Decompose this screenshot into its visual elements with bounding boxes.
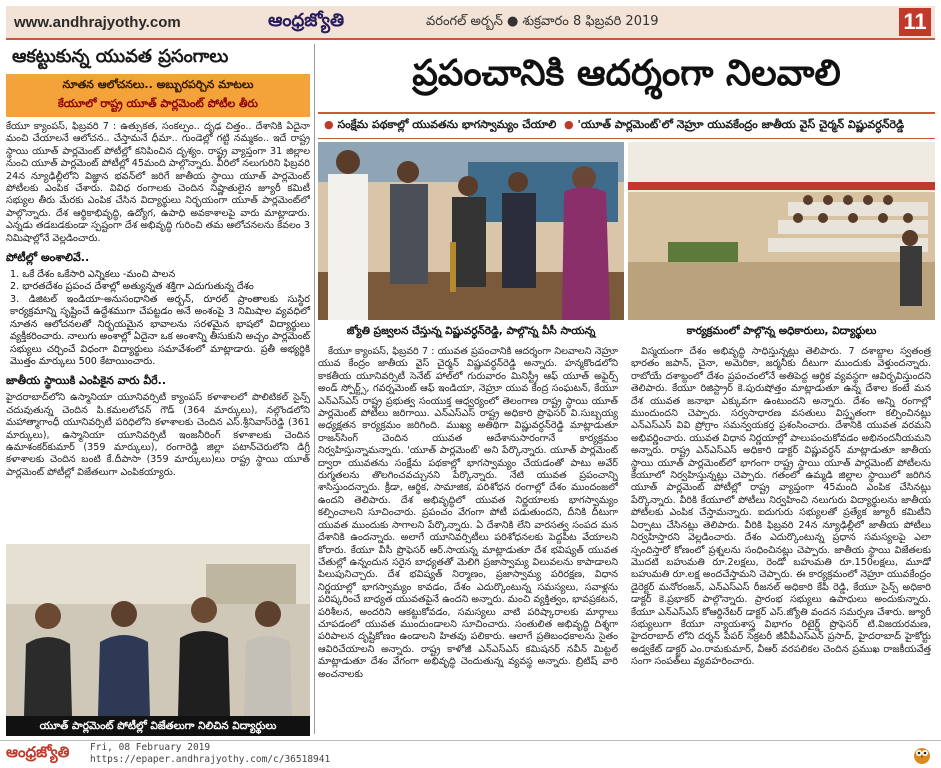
- oil-lamp: [450, 242, 456, 292]
- column-divider: [314, 44, 315, 734]
- left-intro-paragraph: కేయూ క్యాంపస్, ఫిబ్రవరి 7 : ఉత్సుకత, సంకల్పం.. దృఢ చిత్తం.. దేశానికి ఏదైనా మంచి చేయాలనే ఆలోచన.. చేస్తామనే ధీమా.. గుండెల్లో గట్టి నమ్మకం.. ఇదే రాష్ట్ర స్థాయి యూత్ పార్లమెంట్ పోటీల్లో కనిపించిన దృశ్యం. రాష్ట్ర వ్యాప్తంగా 31 జిల్లాల నుంచి యూత్ పార్లమెంట్ పోటీల్లో 45మంది పాల్గొన్నారు. వీరిలో నలుగురిని ఫిబ్రవరి 24న న్యూఢిల్లీలోని విజ్ఞాన భవన్‌లో జరిగే జాతీయ స్థాయి యూత్ పార్లమెంట్ పోటీలకు ఎంపిక చేశారు. వివిధ రంగాలకు చెందిన నిష్ణాతులైన జ్యూరీ కమిటీ సభ్యుల తీరు మేరకు ఎంపిక చేసిన విద్యార్థులు నిర్భయంగా యూత్ పార్లమెంట్‌లో పాల్గొన్నారు. దేశ ఆర్థికాభివృద్ధి, ఉద్యోగ, ఉపాధి అవకాశాలపై వారు మాట్లాడారు. ఎన్నడు తడబడకుండా స్పష్టంగా దేశ అభివృద్ధి గురించి తమ ఆలోచనలను కేవలం 3 నిమిషాల్లోనే వెల్లడించారు.: [6, 121, 310, 244]
- subheadline-1: సంక్షేమ పథకాల్లో యువతను భాగస్వామ్యం చేయాలి: [337, 118, 557, 131]
- bullet-icon: ●: [564, 118, 574, 131]
- footer-url[interactable]: https://epaper.andhrajyothy.com/c/36518941: [90, 754, 331, 765]
- page-footer: [0, 740, 941, 768]
- left-headline: ఆకట్టుకున్న యువత ప్రసంగాలు: [12, 46, 229, 67]
- topics-heading: పోటీల్లో అంశాలివే..: [6, 251, 90, 265]
- topic-item: 2. భారతదేశం ప్రపంచ దేశాల్లో అత్యున్నత శక్తిగా ఎదుగుతున్న దేశం: [10, 281, 254, 293]
- main-headline: ప్రపంచానికి ఆదర్శంగా నిలవాలి: [412, 53, 841, 94]
- main-body-column-2: [631, 346, 931, 734]
- masthead: [6, 6, 935, 40]
- plant: [668, 242, 738, 262]
- kicker-line-2: కేయూలో రాష్ట్ర యూత్ పార్లమెంట్ పోటీల తీరు: [57, 97, 258, 110]
- winners-photo-caption: యూత్ పార్లమెంట్ పోటీల్లో విజేతలుగా నిలిచిన విద్యార్థులు: [6, 716, 310, 736]
- subheadline-bar: [318, 112, 935, 139]
- bullet-icon: ●: [324, 118, 334, 131]
- topic-item: 3. డిజిటల్ ఇండియా-అనుసంధానిత అర్బన్, రూరల్ ప్రాంతాలకు సుస్థిర కార్యక్రమాన్ని సృష్టించే ఉద్దేశముగా చేపట్టడం అనే అంశంపై 3 నిమిషాల వ్యవధిలో నూతన ఆలోచనలతో నిర్భయమైన భావాలను సరళమైన భాషలో విద్యార్థులు వ్యక్తీకరించారు. నాలుగు అంశాల్లో ఏదైనా ఒక అంశాన్ని తీసుకుని అచ్చం పార్లమెంట్ సభ్యులు చర్చించే విధంగా విద్యార్థులు సమావేశంలో మాట్లాడారు. ప్రతీ అభ్యర్థికి మొత్తం మార్కులు 500 కేటాయించారు.: [10, 293, 310, 367]
- main-body-column-1: [318, 346, 618, 734]
- article-paragraph: కేయూ క్యాంపస్, ఫిబ్రవరి 7 : యువత ప్రపంచానికి ఆదర్శంగా నిలవాలని నెహ్రూ యువ కేంద్రం జాతీయ వైస్ చైర్మన్ విష్ణువర్ధన్‌రెడ్డి అన్నారు. హన్మకొండలోని కాకతీయ యూనివర్సిటీ సెనేట్ హాల్‌లో గురువారం మినిస్ట్రీ ఆఫ్ యూత్ అఫైర్స్ అండ్ స్పోర్ట్స్, గవర్నమెంట్ ఆఫ్ ఇండియా, నెహ్రూ యువ కేంద్ర సంఘటన్, కేయూ ఎన్‌ఎస్‌ఎస్ రాష్ట్ర ప్రభుత్వ సంయుక్త ఆధ్వర్యంలో తెలంగాణ రాష్ట్ర స్థాయి యూత్ పార్లమెంట్ పోటీలు జరిగాయి. ఎన్‌ఎస్‌ఎస్ రాష్ట్ర అధికారి ప్రొఫెసర్ వి.సుబ్బయ్య అధ్యక్షతన కార్యక్రమం జరిగింది. ముఖ్య అతిథిగా విష్ణువర్ధన్‌రెడ్డి మాట్లాడుతూ రాజన్‌సింగ్ చెందిన యువత ఆదేశానుసారంగానే కార్యక్రమం నిర్వహిస్తున్నామన్నారు. 'యూత్ పార్లమెంట్' అని పేర్కొన్నారు. యూత్ పార్లమెంట్ ద్వారా యువతను సంక్షేమ పథకాల్లో భాగస్వామ్యం చేయడంతో పాటు అవేర్ రుగ్మతలను తొలగించవచ్చునని పేర్కొన్నారు. నేటి యువత ప్రపంచాన్ని శాసిస్తుందన్నారు. క్రీడా, ఆర్థిక, సామాజిక, పరిశోధన రంగాల్లో దేశం ముందంజలో ఉందని తెలిపారు. దేశ అభివృద్ధిలో యువత నిర్ణయాలకు భాగస్వామ్యం కల్పించాలని సూచించారు. ప్రపంచం వేగంగా పోటీ పడుతుందని, దీనికి దీటుగా యువత ముందుకు సాగాలని పేర్కొన్నారు. ఏ దేశానికి లేని వారసత్వ సంపద మన దేశానికి ఉందన్నారు. అలాగే యూనివర్సిటీలు పరిశోధనలకు పెద్దపీట వేయాలని కోరారు. కేయూ వీసీ ప్రొఫెసర్ ఆర్.సాయన్న మాట్లాడుతూ దేశ భవిష్యత్ యువత చేతుల్లో ఉన్నందున సరైన బాధ్యతతో మెలిగి ప్రజాస్వామ్య విలువలను కాపాడాలని పిలుపునిచ్చారు. దేశ భవిష్యత్ నిర్మాణం, ప్రజాస్వామ్య పరిరక్షణ, విధాన నిర్ణయాల్లో భాగస్వామ్యం కావడం, దేశం ఎదుర్కొంటున్న సమస్యలు, సవాళ్లను పరిష్కరించే బాధ్యత యువతపైనే ఉందని అన్నారు. మంచి వ్యక్తిత్వం, భావప్రకటన, పరిశీలన, అందరిని ఆకట్టుకోవడం, సమస్యలు వాటి పరిష్కారాలకు మార్గాలు చూపడంలో యువత ముందుండాలని సూచించారు. సంతులిత అభివృద్ధి దిశ్శగా పరిపాలన దృష్టికోణం ఉండాలని హితవు పలికారు. ఆలాగే ప్రతిబంధకాలను సైతం ఆవిరిచేయాలని అన్నారు. రాష్ట్ర కాళోజీ ఎన్‌ఎస్‌ఎస్ కమిషనర్ నవీన్ మిట్టల్ మాట్లాడుతూ దేశం వేగంగా అభివృద్ధి చెందుతున్న వ్యవస్థ అన్నారు. బ్రిటిష్ వారి అంచనాలకు: [318, 346, 618, 680]
- audience-rows: [768, 202, 928, 252]
- audience-image: [628, 142, 935, 320]
- kicker-box: [6, 74, 310, 117]
- main-story: [318, 44, 935, 734]
- audience-photo-caption: కార్యక్రమంలో పాల్గొన్న అధికారులు, విద్యార్థులు: [686, 325, 877, 337]
- article-paragraph: విస్మయంగా దేశం అభివృద్ధి సాధిస్తున్నట్లు తెలిపారు. 7 దశాబ్దాల స్వతంత్ర భారతం జపాన్, చైనా, అమెరికా, జర్మనీకు దీటుగా ముందుకు వెళ్తుందన్నారు. రాబోయే దశాబ్దంలో దేశం ప్రపంచంలోనే అతిపెద్ద ఆర్థిక వ్యవస్థగా ఆవిర్భవిస్తుందని తెలిపారు. కేయూ రిజిస్ట్రార్ కె.పురుషోత్తం మాట్లాడుతూ ఉన్న దేశాల కంటే మన దేశ యువత జనాభా ఎక్కువగా ఉంటుందని అన్నారు. దేశం అన్ని రంగాల్లో ముందుందని చెప్పారు. సర్వసాధారణ వసతులు విస్తృతంగా కల్పించినట్లు ఎన్‌ఎస్‌ఎస్ వివి ప్రోగ్రాం సమన్వయకర్త ప్రశంసించారు. దేశానికి యువత వరమని అభివర్ణించారు. యువత విధాన నిర్ణయాల్లో పాలుపంచుకోవడం అభినందనీయమని అన్నారు. రాష్ట్ర ఎన్‌ఎస్‌ఎస్ అధికారి డాక్టర్ విష్ణువర్ధన్ మాట్లాడుతూ జాతీయ స్థాయి యూత్ పార్లమెంట్‌లో భాగంగా రాష్ట్ర స్థాయి యూత్ పార్లమెంట్ పోటీలను కేయూలో నిర్వహిస్తున్నట్లు చెప్పారు. గతంలో ఉమ్మడి జిల్లాల స్థాయిలో జరిగిన యూత్ పార్లమెంట్ పోటీల్లో రాష్ట్ర వ్యాప్తంగా 45మంది ఎంపిక చేసినట్లు పేర్కొన్నారు. వీరికి కేయూలో పోటీలు నిర్వహించి నలుగురు విద్యార్థులను జాతీయ పోటీలకు ఎంపిక చేస్తామన్నారు. ఐదుగురు సభ్యులతో ప్రత్యేక జ్యూరీ కమిటీని ఏర్పాటు చేసినట్లు తెలిపారు. వీరికి ఫిబ్రవరి 24న న్యూఢిల్లీలో జాతీయ పోటీలు నిర్వహిస్తారని వెల్లడించారు. దేశం ఎదుర్కొంటున్న ప్రధాన సమస్యలపై ఎలా స్పందిస్తారో కోణంలో ప్రశ్నలను సంధించినట్లు చెప్పారు. జాతీయ స్థాయి విజేతలకు మొదటి బహుమతి రూ.2లక్షలు, రెండో బహుమతి రూ.150లక్షలు, మూడో బహుమతి రూ.లక్ష అందచేస్తామని చెప్పారు. ఈ కార్యక్రమంలో నెహ్రూ యువకేంద్రం డైరెక్టర్ మనోరంజన్, ఎన్‌ఎస్‌ఎస్ రీజనల్ అధికారి కేపీ రెడ్డి, కేయూ సైన్స్ అధికారి డాక్టర్ కె.ప్రభాకర్ పాల్గొన్నారు. ప్రారంభ సభ్యులు ఉపాధులు అందుకున్నారు. కేయూ ఎన్‌ఎస్‌ఎస్ కోఆర్డినేటర్ డాక్టర్ ఎస్.జ్యోతి వందన సమర్పణ చేశారు. జ్యూరీ సభ్యులుగా కేయూ న్యాయశాస్త్ర విభాగం రిటైర్డ్ ప్రొఫెసర్ టి.విజయరమణ, హైదరాబాద్ లోని దర్శన్ పేపర్ సెక్రటరీ జీవీపీఎస్‌ఎన్ ప్రసాద్, హైదరాబాద్ హైకోర్టు అడ్వకేట్ డాక్టర్ ఎం.రామకుమార్, వీఆర్ వరపలికల చెందిన ప్రముఖ రాజకీయవేత్త సంగా సంపత్‌లు వ్యవహరించారు.: [631, 346, 931, 668]
- subheadline-2: 'యూత్ పార్లమెంట్'లో నెహ్రూ యువకేంద్రం జాతీయ వైస్ చైర్మన్ విష్ణువర్ధన్‌రెడ్డి: [577, 118, 905, 131]
- main-body: [318, 346, 935, 734]
- winners-photo-image: [6, 544, 310, 716]
- masthead-url[interactable]: www.andhrajyothy.com: [14, 14, 181, 31]
- winners-heading: జాతీయ స్థాయికి ఎంపికైన వారు వీరే..: [6, 374, 167, 388]
- masthead-logo: ఆంధ్రజ్యోతి: [268, 10, 345, 31]
- topics-list: [6, 269, 310, 368]
- owl-icon: [911, 743, 933, 765]
- lamp-lighting-image: [318, 142, 624, 320]
- photo-row: [318, 142, 935, 342]
- page-number: 11: [899, 8, 931, 36]
- kicker-line-1: నూతన ఆలోచనలు.. అబ్బురపర్చిన మాటలు: [62, 78, 254, 91]
- left-story: [6, 44, 310, 734]
- winners-paragraph: హైదరాబాద్‌లోని ఉస్మానియా యూనివర్సిటీ క్యాంపస్ కళాశాలలో పొలిటికల్ సైన్స్ చదువుతున్న చెందిన పి.కమలలోచన్ గౌడ్ (364 మార్కులు), నల్గొండలోని మహాత్మాగాంధీ యూనివర్సిటీ పరిధిలోని కళాశాలకు చెందిన ఎస్.శ్రీనివాస్‌రెడ్డి (361 మార్కులు), ఉస్మానియా యూనివర్సిటీ ఇంజనీరింగ్ కళాశాలకు చెందిన ఉమాశంకర్‌కుమార్ (359 మార్కులు), రంగారెడ్డి జిల్లా పటాన్‌చెరులోని డిగ్రీ కళాశాలకు చెందిన బంటి కే.దీపాసా (359 మార్కులు)లు రాష్ట్ర స్థాయి యూత్ పార్లమెంట్ పోటీల్లో విజేతలుగా ఎంపికయ్యారు.: [6, 392, 310, 478]
- footer-date: Fri, 08 February 2019: [90, 742, 211, 753]
- person-figure: [328, 150, 368, 320]
- footer-logo: ఆంధ్రజ్యోతి: [6, 743, 70, 761]
- audience-photo: [628, 142, 935, 320]
- lamp-photo-caption: జ్యోతి ప్రజ్వలన చేస్తున్న విష్ణువర్ధన్‌రెడ్డి, పాల్గొన్న వీసీ సాయన్న: [346, 325, 596, 337]
- winners-photo: [6, 544, 310, 744]
- lamp-lighting-photo: [318, 142, 624, 320]
- topic-item: 1. ఒకే దేశం ఒకేసారి ఎన్నికలు -మంచి పాలన: [10, 269, 176, 281]
- edition-date: వరంగల్ అర్బన్ ● శుక్రవారం 8 ఫిబ్రవరి 2019: [426, 14, 659, 29]
